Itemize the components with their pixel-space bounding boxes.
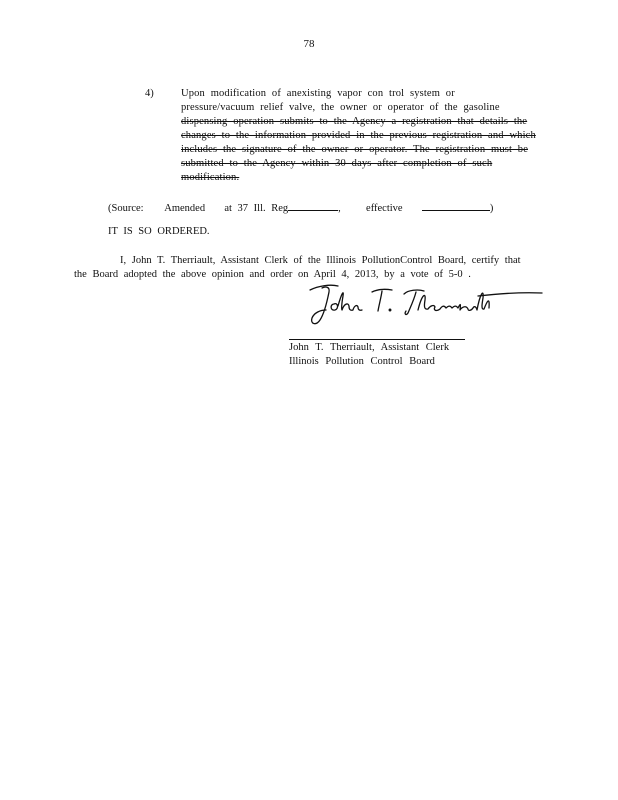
handwritten-signature [300,280,548,328]
effective-blank [422,200,490,211]
register-blank [288,200,338,211]
item-line-6-struck: submitted to the Agency within 30 days after completion of such [181,158,493,169]
source-open: (Source: [108,203,144,214]
item-line-2: pressure/vacuum relief valve, the owner or operator of the gasoline [181,102,500,113]
page-number: 78 [303,38,315,50]
item-number: 4) [145,88,154,99]
signature-line [289,339,465,340]
source-amended: Amended [164,203,206,214]
item-line-4-struck: changes to the information provided in the previous registration and which [181,130,536,141]
item-line-5-struck: includes the signature of the owner or operator. The registration must be [181,144,529,155]
item-line-1: Upon modification of anexisting vapor con trol system or [181,88,455,99]
item-line-3-struck: dispensing operation submits to the Agency a registration that details the [181,116,528,127]
certification-line-1: I, John T. Therriault, Assistant Clerk of the Illinois PollutionControl Board, certify that [120,255,521,266]
source-close: ) [489,203,494,214]
item-line-7-struck: modification. [181,172,240,183]
certification-line-2: the Board adopted the above opinion and order on April 4, 2013, by a vote of 5-0 . [74,269,471,280]
source-effective: effective [366,203,403,214]
source-note [108,200,493,214]
so-ordered: IT IS SO ORDERED. [108,226,210,237]
source-comma: , [338,203,341,214]
signer-name-title: John T. Therriault, Assistant Clerk [289,342,450,353]
signer-board: Illinois Pollution Control Board [289,356,435,367]
source-register: at 37 Ill. Reg [224,203,289,214]
